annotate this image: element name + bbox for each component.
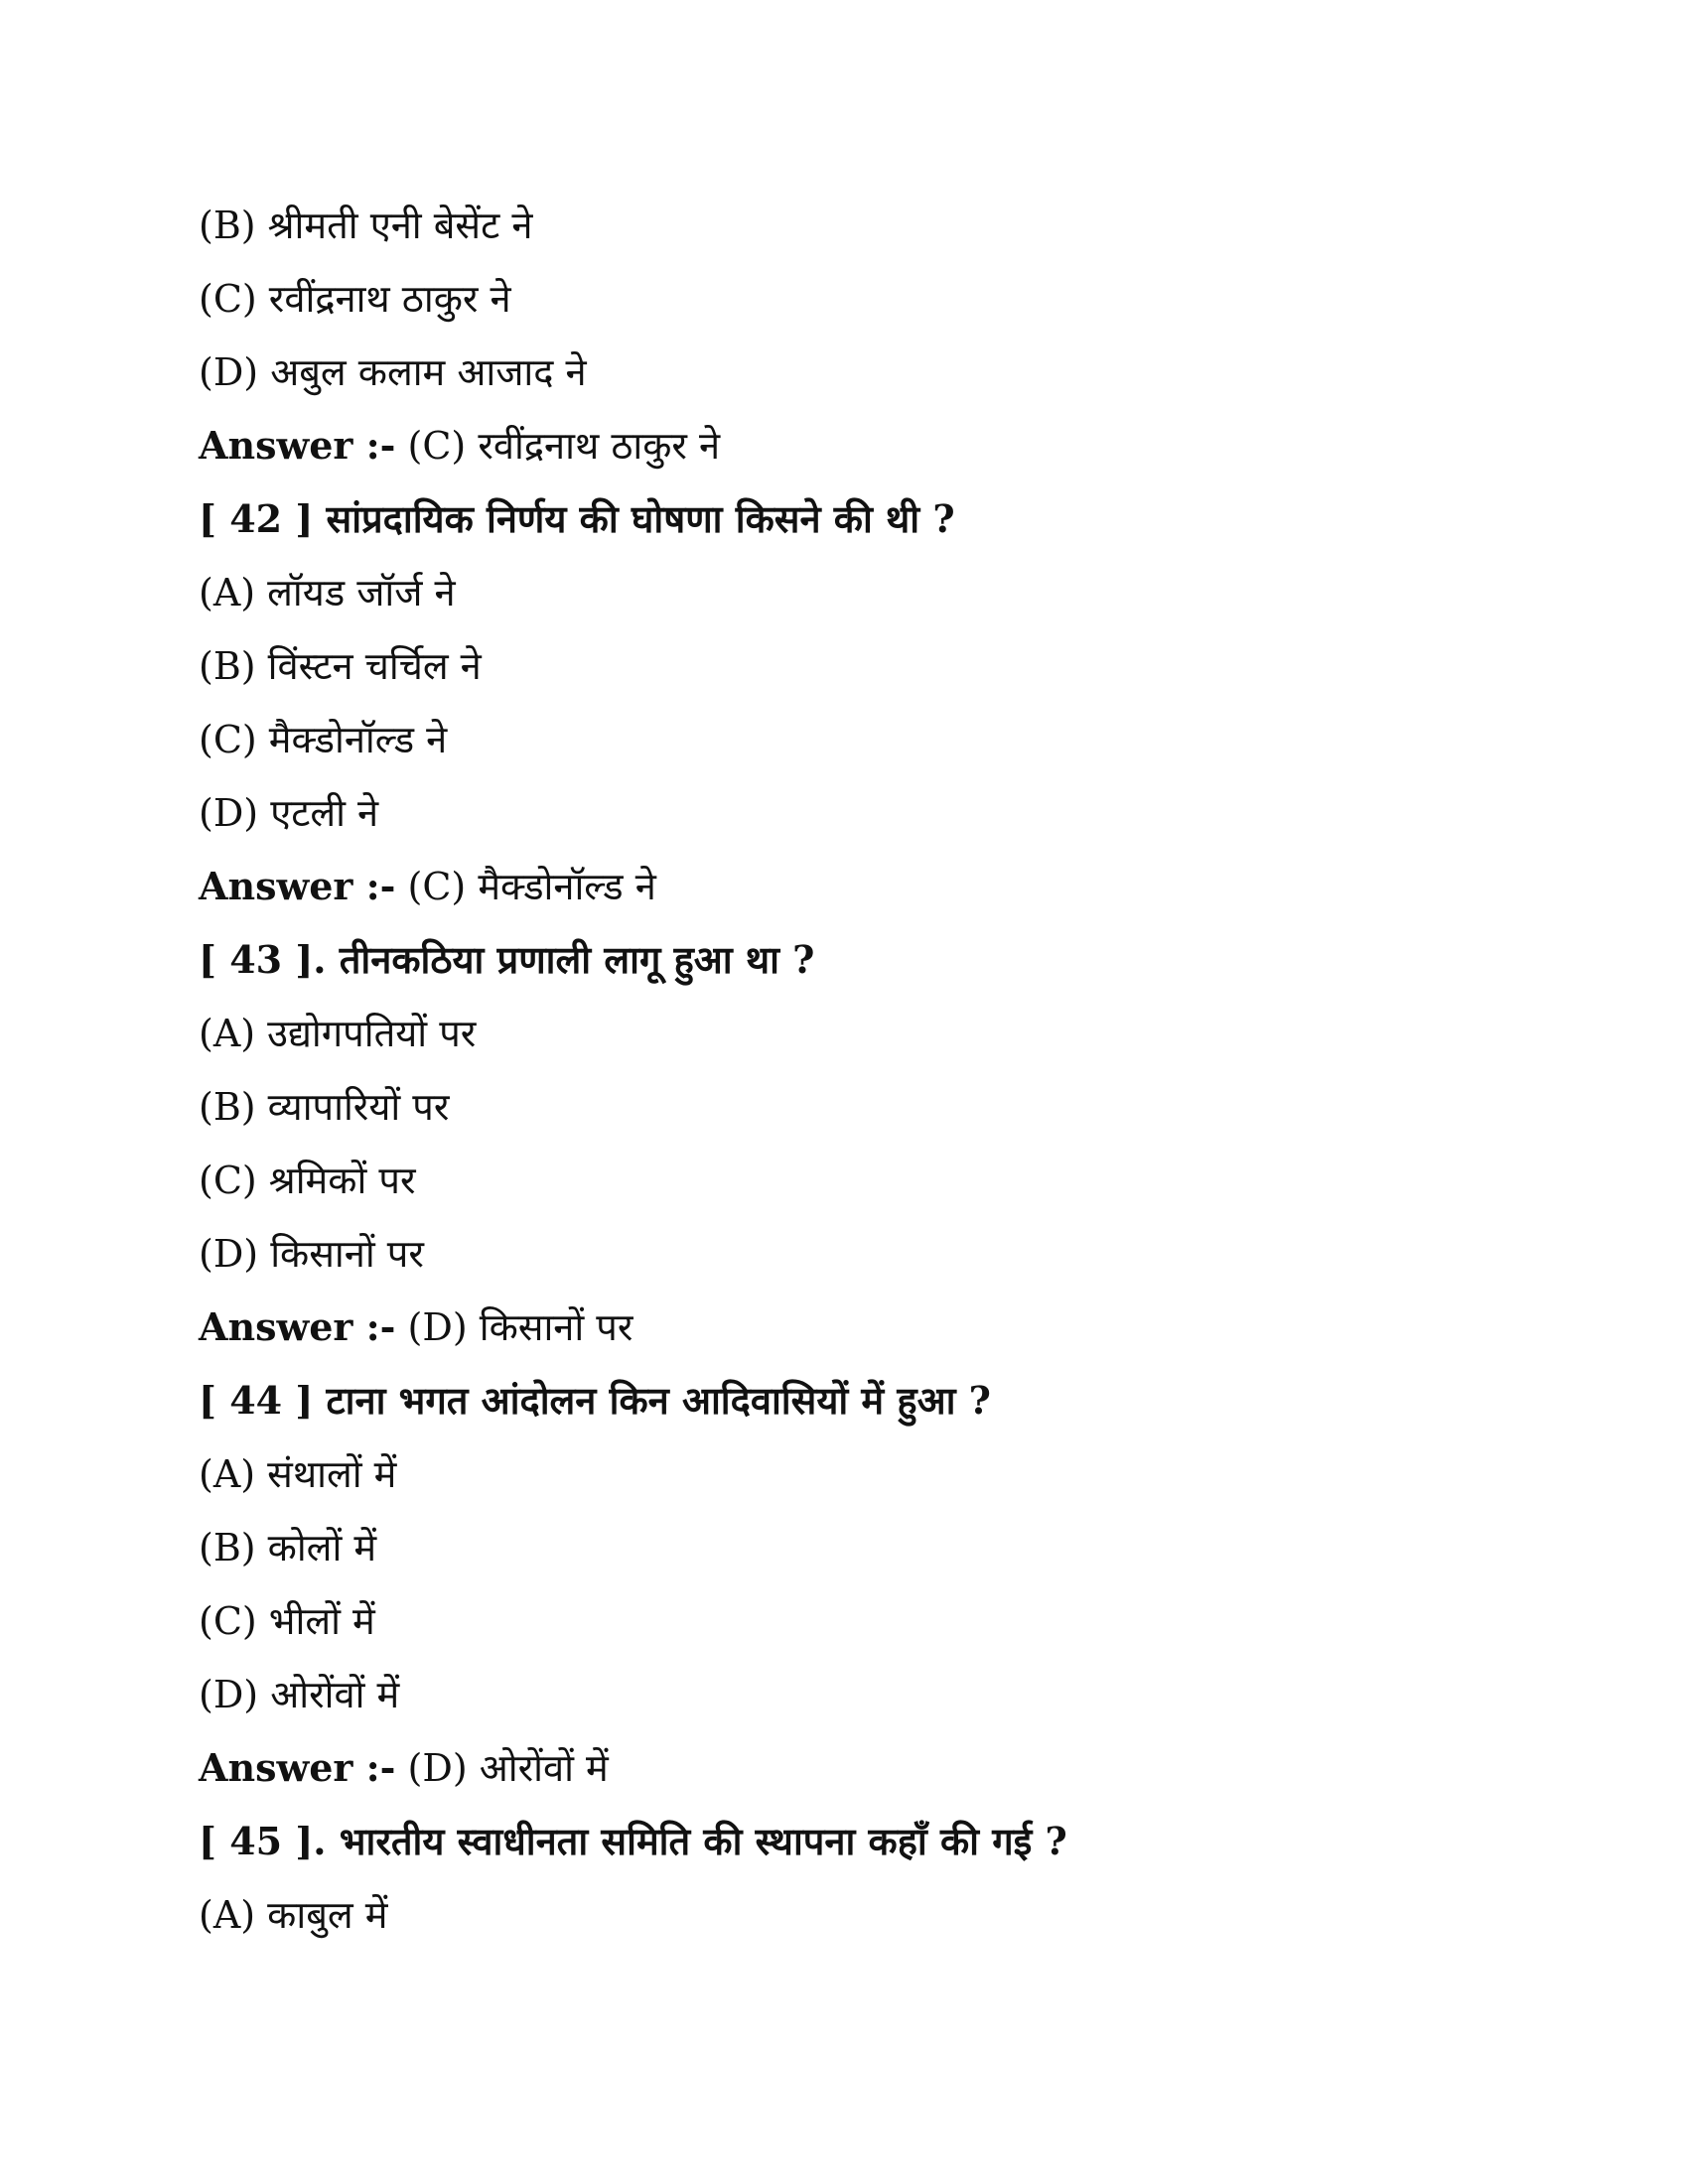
option-line: (C) भीलों में xyxy=(199,1599,375,1643)
option-line: (D) एटली ने xyxy=(199,791,379,835)
option-line: (D) किसानों पर xyxy=(199,1232,424,1276)
option-line: (C) मैक्डोनॉल्ड ने xyxy=(199,718,448,761)
option-line: (B) श्रीमती एनी बेसेंट ने xyxy=(199,204,533,247)
answer-label: Answer :- xyxy=(199,423,396,468)
answer-line xyxy=(199,850,1569,923)
option-line: (C) रवींद्रनाथ ठाकुर ने xyxy=(199,277,511,321)
question-line: [ 43 ]. तीनकठिया प्रणाली लागू हुआ था ? xyxy=(199,937,815,982)
answer-text: (D) ओरोंवों में xyxy=(395,1746,609,1790)
question-line: [ 42 ] सांप्रदायिक निर्णय की घोषणा किसने की थी ? xyxy=(199,496,955,541)
option-line: (A) काबुल में xyxy=(199,1893,388,1937)
answer-label: Answer :- xyxy=(199,1745,396,1790)
answer-label: Answer :- xyxy=(199,864,396,908)
option-line: (D) अबुल कलाम आजाद ने xyxy=(199,350,587,394)
answer-line xyxy=(199,1291,1569,1364)
option-line: (A) संथालों में xyxy=(199,1452,397,1496)
option-line: (A) उद्योगपतियों पर xyxy=(199,1012,477,1055)
answer-text: (D) किसानों पर xyxy=(395,1305,633,1349)
answer-text: (C) मैक्डोनॉल्ड ने xyxy=(395,865,656,908)
question-line: [ 45 ]. भारतीय स्वाधीनता समिति की स्थापना कहाँ की गई ? xyxy=(199,1819,1067,1863)
answer-line xyxy=(199,1731,1569,1805)
option-line: (D) ओरोंवों में xyxy=(199,1673,400,1716)
option-line: (C) श्रमिकों पर xyxy=(199,1159,416,1202)
answer-text: (C) रवींद्रनाथ ठाकुर ने xyxy=(395,424,721,468)
option-line: (B) विंस्टन चर्चिल ने xyxy=(199,644,482,688)
question-line: [ 44 ] टाना भगत आंदोलन किन आदिवासियों में हुआ ? xyxy=(199,1378,991,1423)
answer-line xyxy=(199,409,1569,482)
document-page xyxy=(199,189,1569,1952)
answer-label: Answer :- xyxy=(199,1304,396,1349)
option-line: (A) लॉयड जॉर्ज ने xyxy=(199,571,456,614)
option-line: (B) व्यापारियों पर xyxy=(199,1085,450,1129)
option-line: (B) कोलों में xyxy=(199,1526,377,1570)
